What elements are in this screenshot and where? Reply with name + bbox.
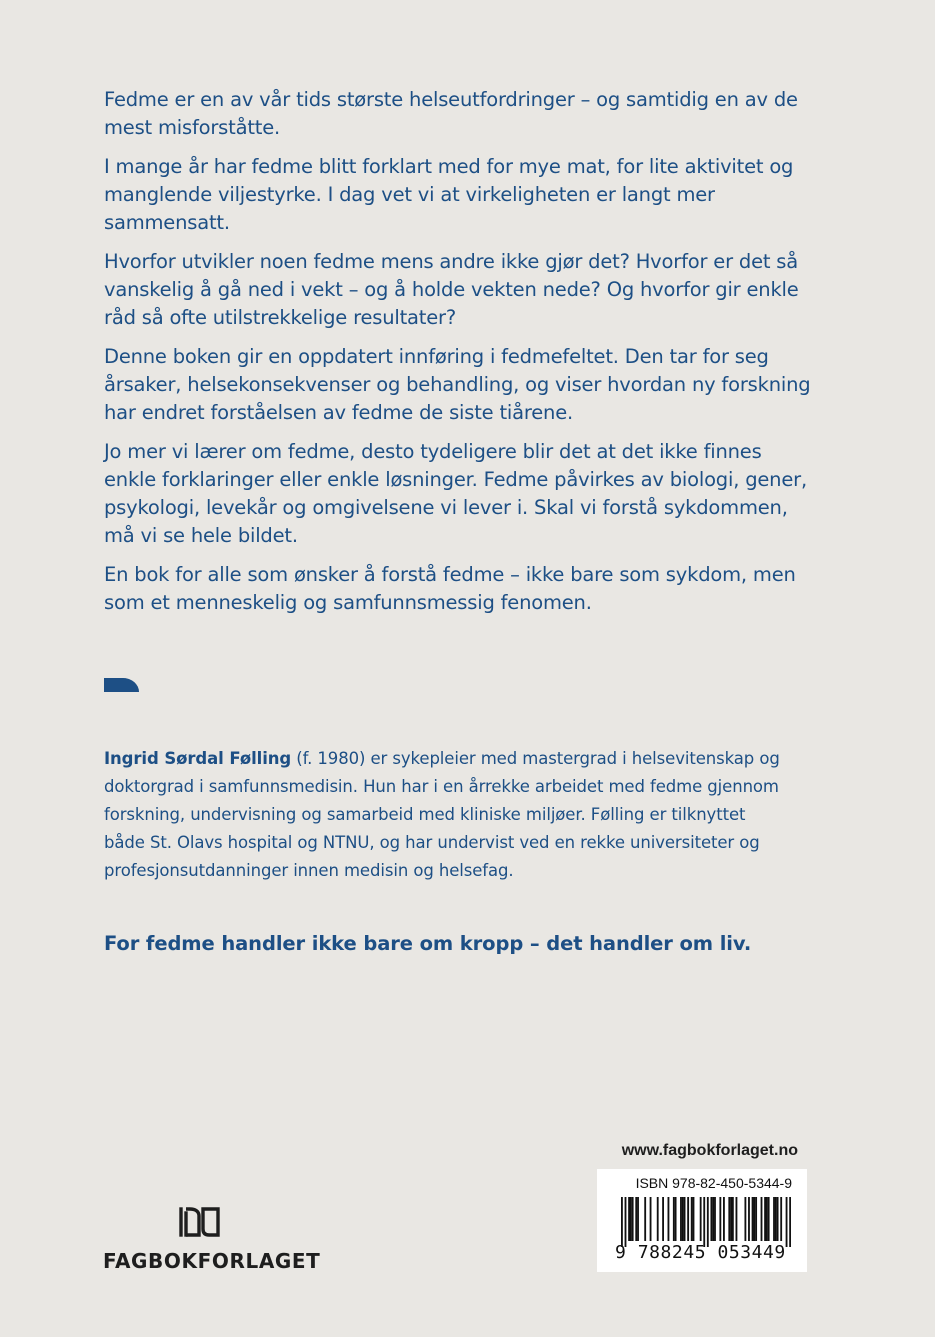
barcode-bar — [635, 1197, 637, 1241]
barcode-bar — [687, 1197, 689, 1241]
barcode-bar — [625, 1197, 627, 1247]
barcode-bar — [732, 1197, 734, 1241]
tagline: For fedme handler ikke bare om kropp – det handler om liv. — [104, 932, 752, 955]
author-name: Ingrid Sørdal Følling — [104, 749, 292, 768]
blurb-paragraph: Hvorfor utvikler noen fedme mens andre ikke gjør det? Hvorfor er det så vanskelig å gå ned i vekt – og å holde vekten nede? Og hvorfor gir enkle råd så ofte utilstrekkelige resultater? — [104, 250, 799, 329]
barcode-bar — [748, 1197, 750, 1241]
barcode-bar — [693, 1197, 695, 1241]
barcode-bar — [680, 1197, 682, 1241]
barcode-bar — [707, 1197, 709, 1247]
barcode-bar — [723, 1197, 725, 1241]
barcode-bar — [644, 1197, 646, 1241]
barcode-bar — [703, 1197, 705, 1247]
isbn-label: ISBN 978-82-450-5344-9 — [635, 1175, 792, 1191]
back-cover-blurb — [104, 86, 814, 628]
barcode-bar — [712, 1197, 714, 1241]
barcode-bar — [637, 1197, 639, 1241]
barcode-bar — [668, 1197, 670, 1241]
author-bio-text: (f. 1980) er sykepleier med mastergrad i helsevitenskap og doktorgrad i samfunnsmedisin. Hun har i en årrekke arbeidet med fedme gjennom forskning, undervisning og samarbeid med kliniske miljøer. Følling er tilknyttet både St. Olavs hospital og NTNU, og har undervist ved en rekke universiteter og profesjonsutdanninger innen medisin og helsefag. — [104, 749, 780, 880]
barcode-bar — [682, 1197, 684, 1241]
publisher-website: www.fagbokforlaget.no — [621, 1142, 798, 1159]
barcode-bar — [719, 1197, 721, 1241]
barcode-bar — [621, 1197, 623, 1247]
barcode-bar — [766, 1197, 768, 1241]
barcode-bar — [752, 1197, 754, 1241]
barcode-bar — [761, 1197, 763, 1241]
barcode-bar — [630, 1197, 632, 1241]
barcode-bar — [684, 1197, 686, 1241]
barcode-bar — [714, 1197, 716, 1241]
barcode-bar — [675, 1197, 677, 1241]
barcode-bar — [789, 1197, 791, 1247]
barcode-bar — [780, 1197, 782, 1241]
barcode-bar — [632, 1197, 634, 1241]
barcode-bar — [764, 1197, 766, 1241]
barcode-bar — [775, 1197, 777, 1241]
barcode-bar — [657, 1197, 659, 1241]
barcode-bar — [786, 1197, 788, 1247]
barcode-digits: 9 788245 053449 — [615, 1242, 786, 1263]
blurb-paragraph: I mange år har fedme blitt forklart med for mye mat, for lite aktivitet og manglende viljestyrke. I dag vet vi at virkeligheten er langt mer sammensatt. — [104, 155, 794, 234]
barcode-bar — [650, 1197, 652, 1241]
barcode-bar — [736, 1197, 738, 1241]
barcode-bar — [755, 1197, 757, 1241]
barcode-bar — [773, 1197, 775, 1241]
barcode-bar — [673, 1197, 675, 1241]
blurb-paragraph: Jo mer vi lærer om fedme, desto tydeligere blir det at det ikke finnes enkle forklaringer eller enkle løsninger. Fedme påvirkes av biologi, gener, psykologi, levekår og omgivelsene vi lever i. Skal vi forstå sykdommen, må vi se hele bildet. — [104, 440, 807, 547]
barcode-bar — [753, 1197, 755, 1241]
publisher-name: FAGBOKFORLAGET — [103, 1249, 321, 1273]
section-divider — [104, 678, 139, 692]
barcode-bar — [700, 1197, 702, 1241]
blurb-paragraph: En bok for alle som ønsker å forstå fedme – ikke bare som sykdom, men som et menneskelig og samfunnsmessig fenomen. — [104, 563, 796, 614]
barcode-bar — [728, 1197, 730, 1241]
barcode — [621, 1197, 791, 1247]
barcode-bar — [744, 1197, 746, 1241]
barcode-bar — [628, 1197, 630, 1241]
publisher-logo — [103, 1205, 321, 1275]
barcode-bar — [710, 1197, 712, 1241]
barcode-bar — [777, 1197, 779, 1241]
author-bio — [104, 745, 784, 885]
barcode-bar — [662, 1197, 664, 1241]
book-icon — [178, 1205, 224, 1239]
barcode-bar — [768, 1197, 770, 1241]
blurb-paragraph: Fedme er en av vår tids største helseutfordringer – og samtidig en av de mest misforståtte. — [104, 88, 798, 139]
isbn-box — [597, 1169, 807, 1272]
barcode-bar — [730, 1197, 732, 1241]
barcode-bar — [691, 1197, 693, 1241]
blurb-paragraph: Denne boken gir en oppdatert innføring i fedmefeltet. Den tar for seg årsaker, helsekonsekvenser og behandling, og viser hvordan ny forskning har endret forståelsen av fedme de siste tiårene. — [104, 345, 811, 424]
